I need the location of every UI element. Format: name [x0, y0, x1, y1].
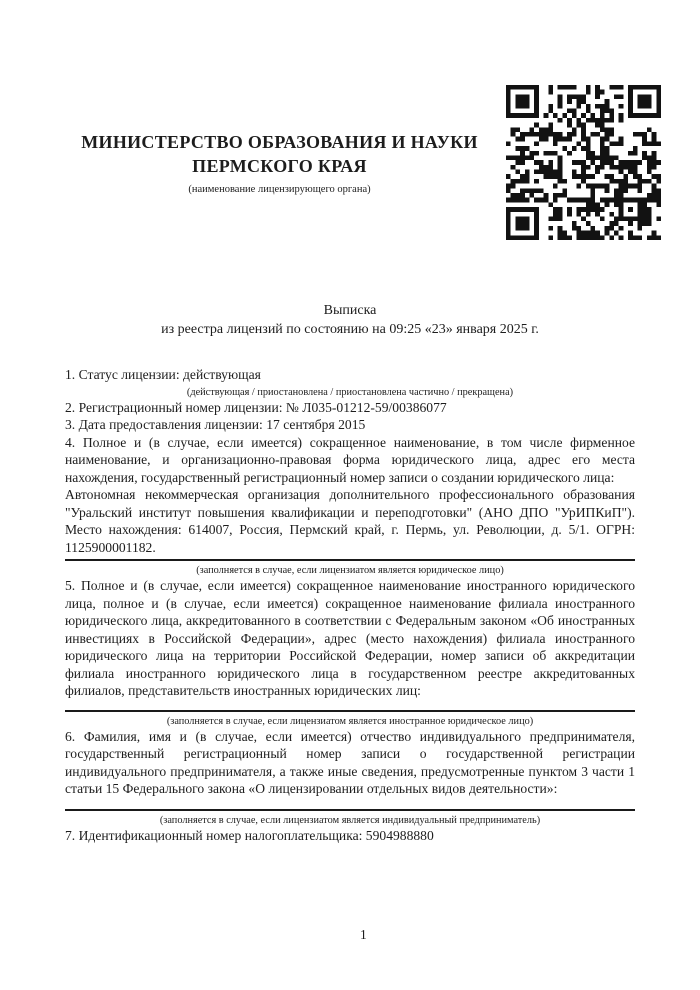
foreign-entity-fill-line: [65, 710, 635, 712]
title-line2: из реестра лицензий по состоянию на 09:25 «23» января 2025 г.: [161, 321, 539, 337]
license-grant-date-line: 3. Дата предоставления лицензии: 17 сентября 2015: [65, 417, 366, 432]
license-status-line: 1. Статус лицензии: действующая: [65, 367, 261, 382]
ministry-name-line1: МИНИСТЕРСТВО ОБРАЗОВАНИЯ И НАУКИ: [81, 132, 478, 152]
legal-entity-fill-line: [65, 559, 635, 561]
document-body: [65, 366, 635, 844]
page-number: 1: [360, 927, 367, 942]
legal-entity-details: Автономная некоммерческая организация дополнительного профессионального образования "Уральский институт повышения квалификации и переподготовки" (АНО ДПО "УрИПКиП"). Место нахождения: 614007, Россия, Пермский край, г. Пермь, ул. Революции, д. 5/1. ОГРН: 1125900001182.: [65, 487, 635, 555]
qr-code-icon: [506, 85, 661, 240]
qr-code: [506, 85, 661, 240]
legal-entity-heading: 4. Полное и (в случае, если имеется) сокращенное наименование, в том числе фирменное наименование, и организационно-правовая форма юридического лица, адрес его места нахождения, государственный регистрационный номер записи о создании юридического лица:: [65, 434, 635, 485]
foreign-entity-caption: (заполняется в случае, если лицензиатом является иностранное юридическое лицо): [166, 715, 534, 727]
licensing-authority-header: [57, 131, 502, 196]
entrepreneur-heading: 6. Фамилия, имя и (в случае, если имеется) отчество индивидуального предпринимателя, государственный регистрационный номер записи о государственной регистрации индивидуального предпринимателя, а также иные сведения, предусмотренные пунктом 3 части 1 статьи 15 Федерального закона «О лицензировании отдельных видов деятельности»:: [65, 728, 635, 796]
license-status-options-caption: (действующая / приостановлена / приостановлена частично / прекращена): [186, 386, 514, 398]
taxpayer-number-line: 7. Идентификационный номер налогоплательщика: 5904988880: [65, 827, 434, 843]
registration-number-line: 2. Регистрационный номер лицензии: № Л035-01212-59/00386077: [65, 399, 447, 415]
ministry-name-line2: ПЕРМСКОГО КРАЯ: [192, 155, 367, 176]
legal-entity-caption: (заполняется в случае, если лицензиатом является юридическое лицо): [196, 565, 504, 576]
foreign-entity-heading: 5. Полное и (в случае, если имеется) сокращенное наименование иностранного юридического лица, полное и (в случае, если имеется) сокращенное наименование филиала иностранного юридического лица, аккредитованного в соответствии с Федеральным законом «Об иностранных инвестициях в Российской Федерации», адрес (место нахождения) филиала иностранного юридического лица на территории Российской Федерации, номер записи об аккредитации филиала иностранного юридического лица в государственном реестре аккредитованных филиалов, представительств иностранных юридических лиц:: [65, 578, 635, 698]
document-title: [65, 302, 635, 339]
entrepreneur-fill-line: [65, 809, 635, 811]
ministry-caption: (наименование лицензирующего органа): [188, 184, 371, 195]
title-line1: Выписка: [323, 303, 377, 318]
entrepreneur-caption: (заполняется в случае, если лицензиатом является индивидуальный предприниматель): [159, 814, 541, 826]
